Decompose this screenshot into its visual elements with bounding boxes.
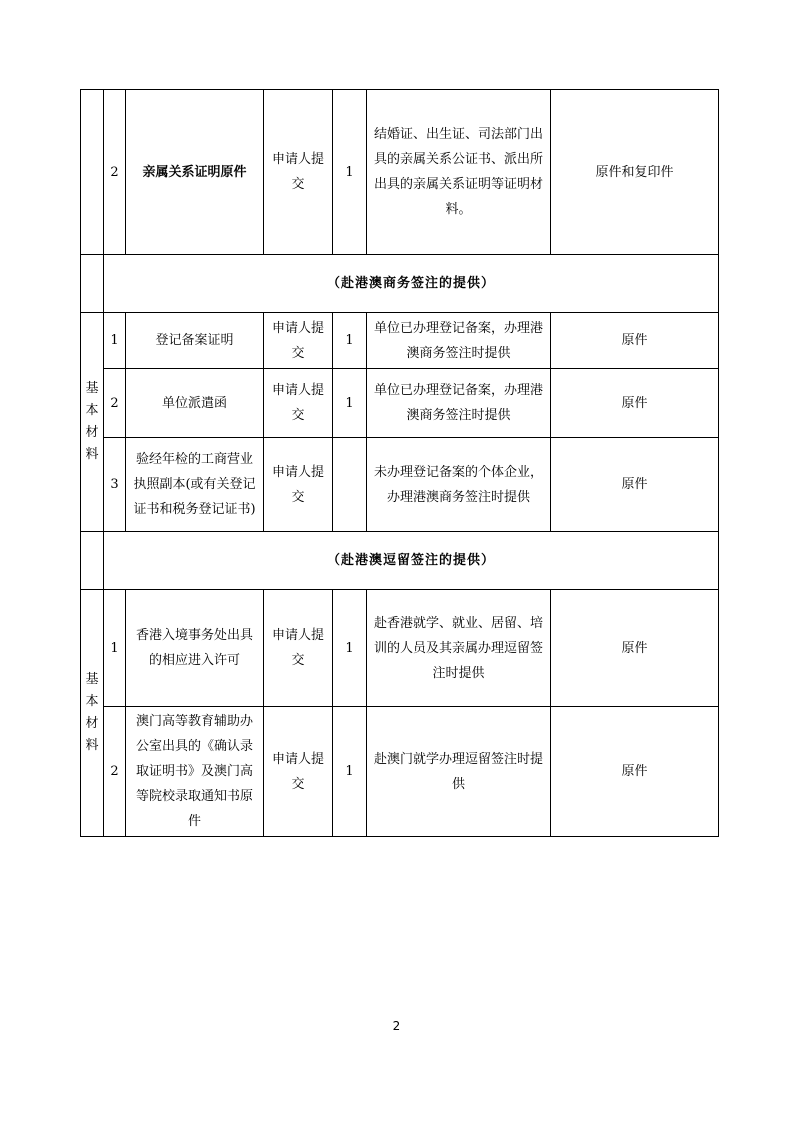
section-header-blank (81, 532, 104, 590)
page-number: 2 (392, 1019, 401, 1033)
material-name: 验经年检的工商营业执照副本(或有关登记证书和税务登记证书) (126, 438, 264, 532)
material-note: 未办理登记备案的个体企业，办理港澳商务签注时提供 (367, 438, 551, 532)
section-title-business: （赴港澳商务签注的提供） (104, 255, 719, 313)
material-source: 申请人提交 (264, 707, 333, 837)
section-title-stay: （赴港澳逗留签注的提供） (104, 532, 719, 590)
material-source: 申请人提交 (264, 590, 333, 707)
material-name: 亲属关系证明原件 (126, 90, 264, 255)
group-label-cell (81, 90, 104, 255)
material-name: 单位派遣函 (126, 369, 264, 438)
material-note: 结婚证、出生证、司法部门出具的亲属关系公证书、派出所出具的亲属关系证明等证明材料。 (367, 90, 551, 255)
table-row (81, 90, 719, 255)
material-note: 单位已办理登记备案，办理港澳商务签注时提供 (367, 313, 551, 369)
material-form: 原件 (551, 590, 719, 707)
section-header-row (81, 532, 719, 590)
row-number: 1 (104, 313, 126, 369)
row-number: 2 (104, 707, 126, 837)
material-count: 1 (333, 369, 367, 438)
material-count: 1 (333, 90, 367, 255)
material-name: 澳门高等教育辅助办公室出具的《确认录取证明书》及澳门高等院校录取通知书原件 (126, 707, 264, 837)
group-label-stay (81, 590, 104, 837)
material-form: 原件 (551, 707, 719, 837)
group-label-business (81, 313, 104, 532)
row-number: 2 (104, 369, 126, 438)
material-count (333, 438, 367, 532)
group-label-text: 基本材料 (85, 672, 99, 753)
material-form: 原件和复印件 (551, 90, 719, 255)
table-row (81, 590, 719, 707)
material-count: 1 (333, 707, 367, 837)
table-row (81, 369, 719, 438)
material-note: 赴澳门就学办理逗留签注时提供 (367, 707, 551, 837)
material-source: 申请人提交 (264, 313, 333, 369)
material-note: 赴香港就学、就业、居留、培训的人员及其亲属办理逗留签注时提供 (367, 590, 551, 707)
material-name: 登记备案证明 (126, 313, 264, 369)
row-number: 1 (104, 590, 126, 707)
material-source: 申请人提交 (264, 90, 333, 255)
material-form: 原件 (551, 438, 719, 532)
table-row (81, 313, 719, 369)
material-count: 1 (333, 590, 367, 707)
section-header-row (81, 255, 719, 313)
group-label-text: 基本材料 (85, 381, 99, 462)
table-row (81, 438, 719, 532)
table-row (81, 707, 719, 837)
section-header-blank (81, 255, 104, 313)
material-note: 单位已办理登记备案，办理港澳商务签注时提供 (367, 369, 551, 438)
material-form: 原件 (551, 369, 719, 438)
row-number: 3 (104, 438, 126, 532)
material-source: 申请人提交 (264, 369, 333, 438)
material-name: 香港入境事务处出具的相应进入许可 (126, 590, 264, 707)
material-count: 1 (333, 313, 367, 369)
material-form: 原件 (551, 313, 719, 369)
materials-table (80, 89, 719, 837)
row-number: 2 (104, 90, 126, 255)
material-source: 申请人提交 (264, 438, 333, 532)
